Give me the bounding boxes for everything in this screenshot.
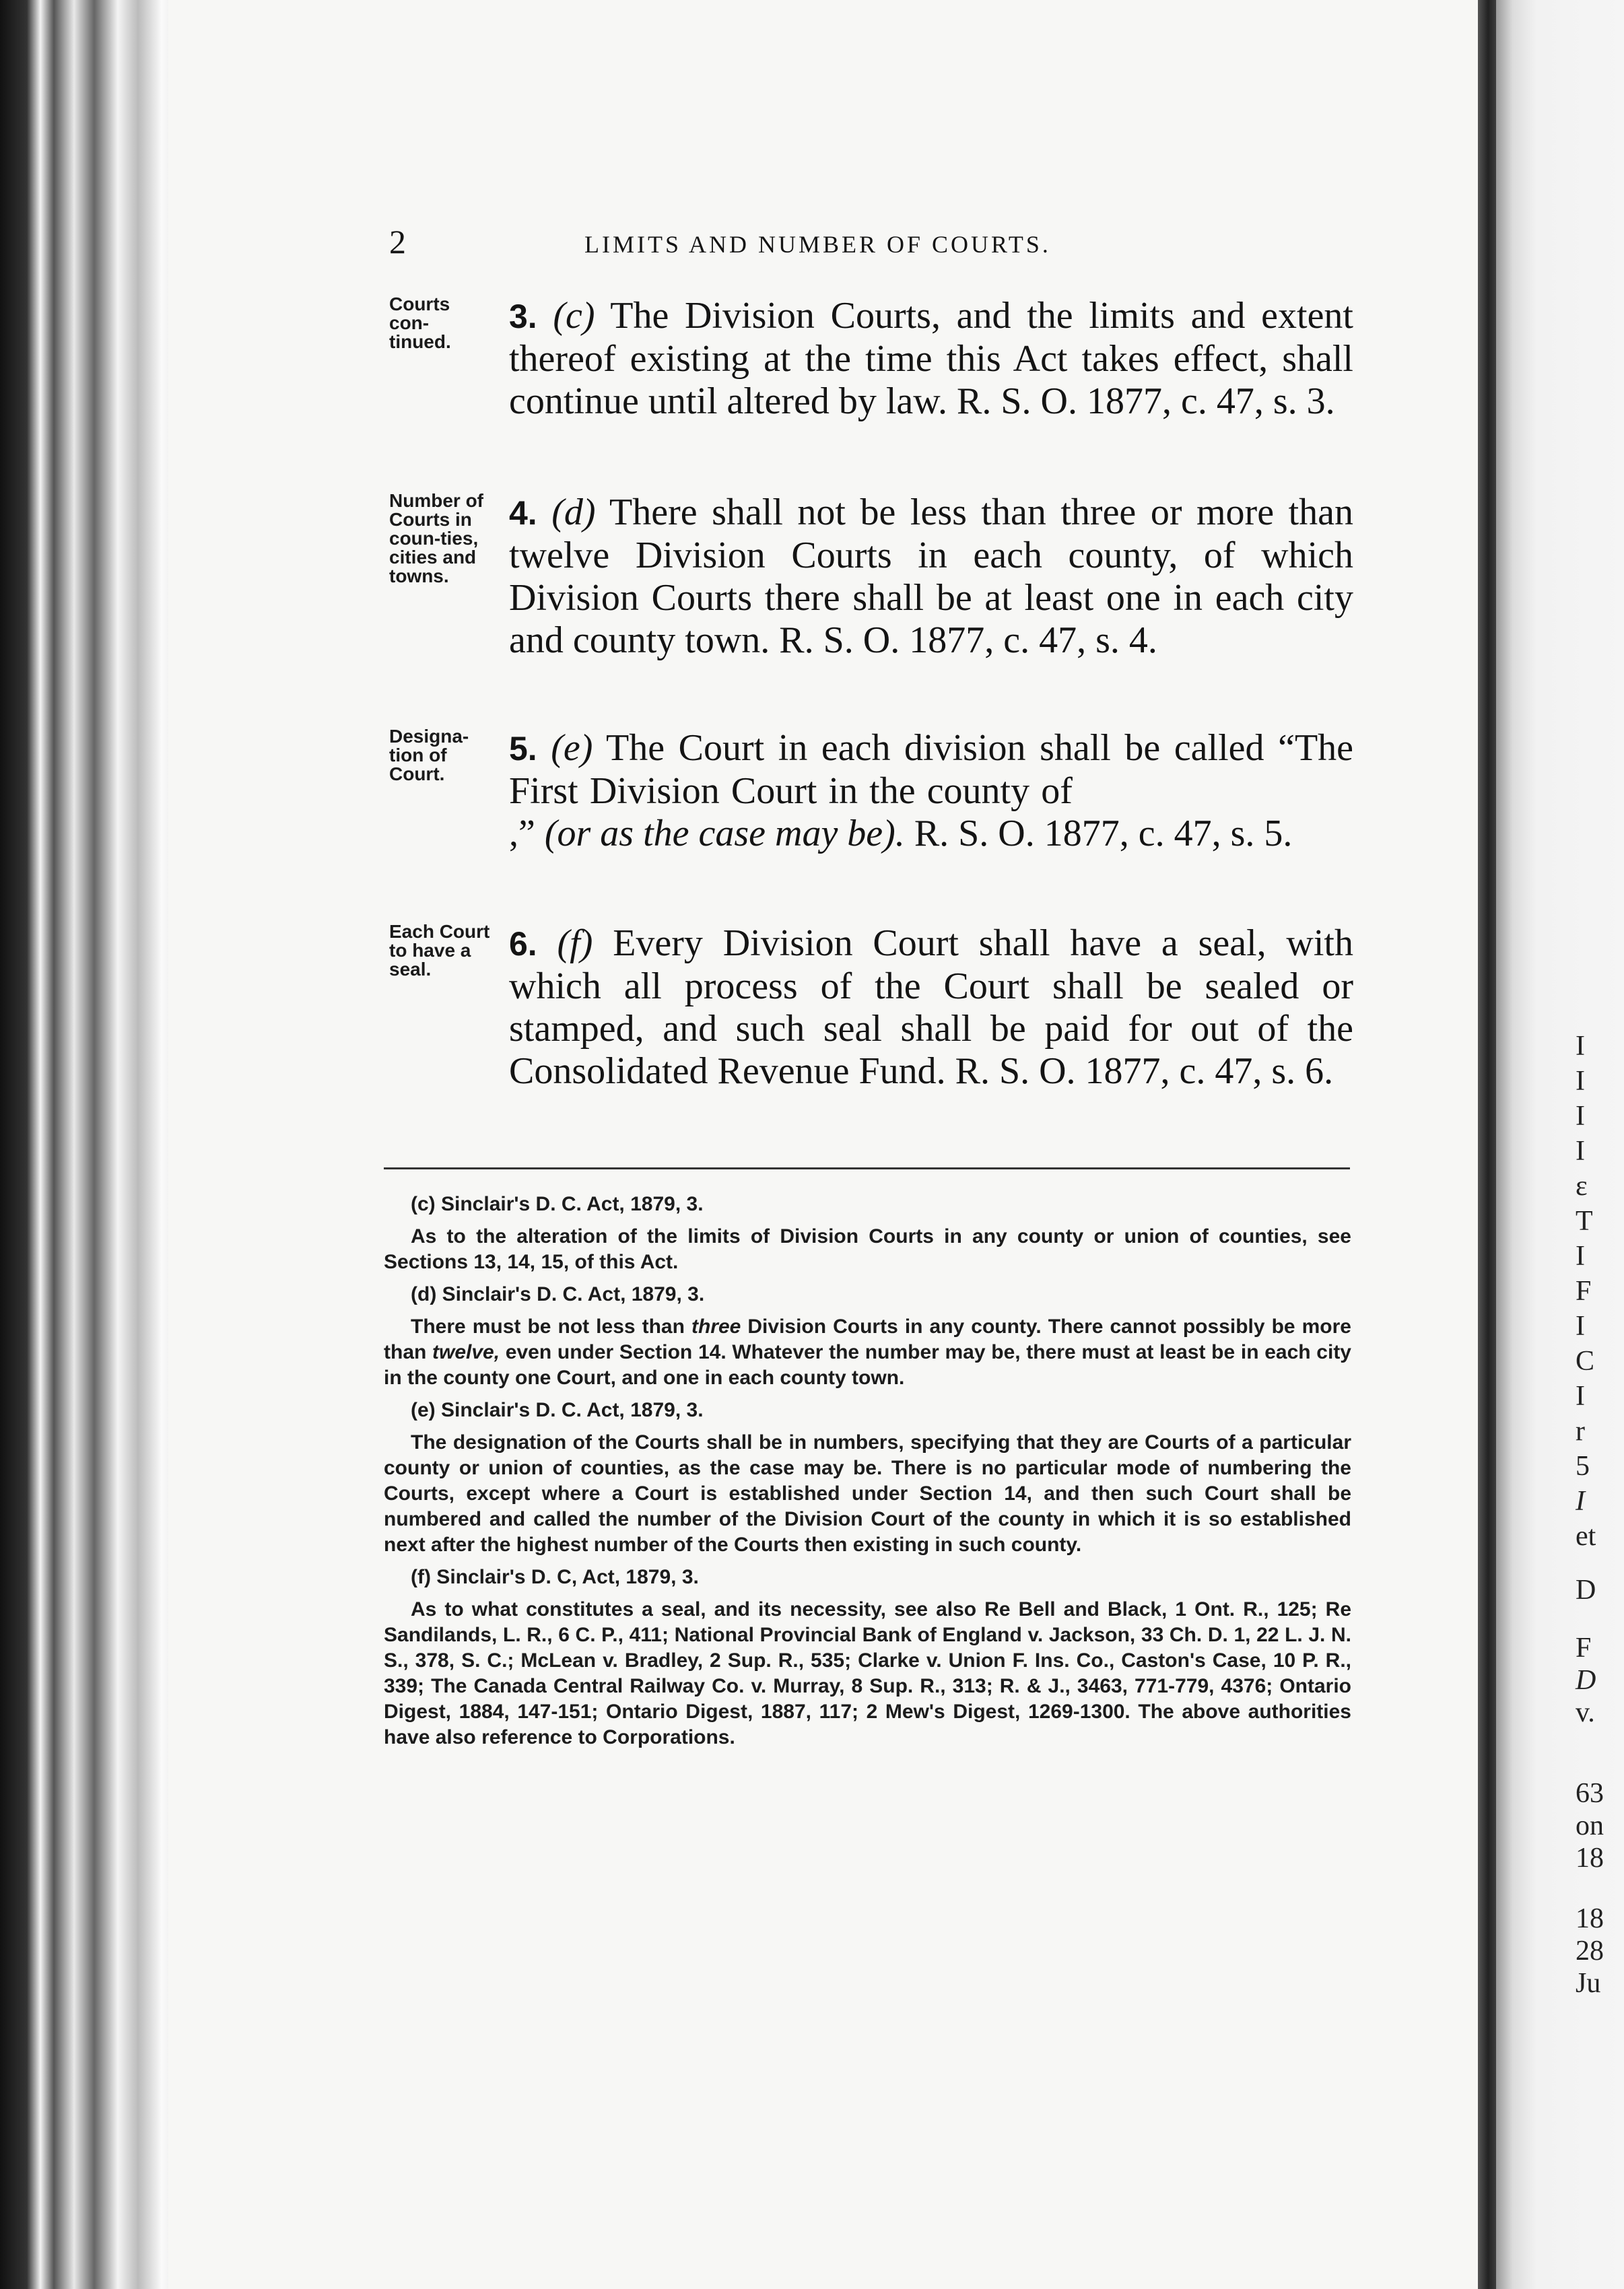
next-page-fragment: I bbox=[1576, 1066, 1585, 1097]
next-page-fragment: I bbox=[1576, 1311, 1585, 1342]
section-text bbox=[509, 491, 1353, 662]
next-page-fragment: v. bbox=[1576, 1697, 1595, 1728]
footnote-citation: (d) Sinclair's D. C. Act, 1879, 3. bbox=[411, 1283, 705, 1305]
next-page-fragment: 28 bbox=[1576, 1936, 1604, 1967]
section-text bbox=[509, 922, 1353, 1093]
footnotes bbox=[384, 1192, 1351, 1757]
next-page-fragment: C bbox=[1576, 1346, 1595, 1377]
footnote-citation: (c) Sinclair's D. C. Act, 1879, 3. bbox=[411, 1193, 704, 1215]
next-page-fragment: F bbox=[1576, 1276, 1592, 1307]
footnote-rule bbox=[384, 1167, 1350, 1169]
footnote-text-part: even under Section 14. Whatever the number may be, there must at least be in each city in the county one Court, and one in each county town. bbox=[384, 1341, 1351, 1389]
next-page-fragment: I bbox=[1576, 1136, 1585, 1167]
section-body: Every Division Court shall have a seal, with which all process of the Court shall be sealed or stamped, and such seal shall be paid for out of the Consolidated Revenue Fund. R. S. O. 1877, c. 47, s. 6. bbox=[509, 922, 1353, 1092]
next-page-fragment: I bbox=[1576, 1381, 1585, 1412]
next-page-fragment: D bbox=[1576, 1665, 1596, 1696]
next-page-fragment: r bbox=[1576, 1416, 1585, 1447]
next-page-fragment: F bbox=[1576, 1633, 1592, 1664]
section-body: ,” bbox=[509, 813, 535, 854]
next-page-fragment: on bbox=[1576, 1810, 1604, 1841]
next-page-fragment: 5 bbox=[1576, 1451, 1590, 1482]
footnote-ref: (f) bbox=[557, 922, 593, 964]
section-number: 3. bbox=[509, 298, 537, 335]
next-page-fragment: 18 bbox=[1576, 1843, 1604, 1874]
section-number: 5. bbox=[509, 730, 537, 767]
page-edge bbox=[1478, 0, 1498, 2289]
section-body: There shall not be less than three or more than twelve Division Courts in each county, of which Division Courts there shall be at least one in each city and county town. R. S. O. 1877, c. 47, s. 4. bbox=[509, 491, 1353, 661]
footnote-text: As to the alteration of the limits of Division Courts in any county or union of counties, see Sections 13, 14, 15, of this Act. bbox=[384, 1225, 1351, 1273]
running-title: LIMITS AND NUMBER OF COURTS. bbox=[584, 231, 1051, 258]
footnote-emphasis: three bbox=[691, 1316, 741, 1338]
next-page-fragment: 18 bbox=[1576, 1903, 1604, 1934]
section-text bbox=[509, 295, 1353, 423]
next-page-fragment: I bbox=[1576, 1031, 1585, 1062]
next-page-fragment: et bbox=[1576, 1521, 1596, 1552]
next-page-fragment: D bbox=[1576, 1575, 1596, 1606]
page-number: 2 bbox=[389, 223, 406, 261]
footnote-ref: (d) bbox=[551, 491, 596, 533]
margin-note: Each Court to have a seal. bbox=[389, 921, 490, 980]
section-text bbox=[509, 727, 1353, 855]
footnote-citation: (f) Sinclair's D. C, Act, 1879, 3. bbox=[411, 1566, 699, 1588]
next-page-fragment: I bbox=[1576, 1241, 1585, 1272]
section-number: 6. bbox=[509, 925, 537, 963]
footnote-citation: (e) Sinclair's D. C. Act, 1879, 3. bbox=[411, 1399, 704, 1421]
section-body: The Court in each division shall be called “The First Division Court in the county of bbox=[509, 727, 1353, 812]
section-body: R. S. O. 1877, c. 47, s. 5. bbox=[914, 813, 1293, 854]
margin-note: Number of Courts in coun-ties, cities and towns. bbox=[389, 490, 483, 586]
section-body-italic: (or as the case may be). bbox=[544, 813, 905, 854]
section-number: 4. bbox=[509, 494, 537, 532]
margin-note: Courts con-tinued. bbox=[389, 294, 451, 352]
footnote-text-part: Division Courts in any county. There cannot possibly be more than bbox=[384, 1316, 1351, 1363]
next-page-fragment: Ju bbox=[1576, 1968, 1601, 1999]
footnote-text-part: There must be not less than bbox=[411, 1316, 685, 1338]
footnote-text: The designation of the Courts shall be in numbers, specifying that they are Courts of a particular county or union of counties, as the case may be. There is no particular mode of numbering the Courts, except where a Court is established under Section 14, and then such Court shall be numbered and called the number of the Division Court of the county in which it is so established next after the highest number of the Courts then existing in such county. bbox=[384, 1431, 1351, 1556]
footnote-text bbox=[384, 1314, 1351, 1391]
section-body: The Division Courts, and the limits and extent thereof existing at the time this Act takes effect, shall continue until altered by law. R. S. O. 1877, c. 47, s. 3. bbox=[509, 295, 1353, 422]
book-spine bbox=[0, 0, 182, 2289]
footnote-ref: (c) bbox=[553, 295, 595, 337]
footnote-text: As to what constitutes a seal, and its necessity, see also Re Bell and Black, 1 Ont. R., 125; Re Sandilands, L. R., 6 C. P., 411; National Provincial Bank of England v. Jackson, 33 Ch. D. 1, 22 L. J. N. S., 378, S. C.; McLean v. Bradley, 2 Sup. R., 535; Clarke v. Union F. Ins. Co., Caston's Case, 10 P. R., 339; The Canada Central Railway Co. v. Murray, 8 Sup. R., 313; R. & J., 3463, 771-779, 4376; Ontario Digest, 1884, 147-151; Ontario Digest, 1887, 117; 2 Mew's Digest, 1269-1300. The above authorities have also reference to Corporations. bbox=[384, 1598, 1351, 1748]
next-page-edge bbox=[1496, 0, 1624, 2289]
next-page-fragment: ε bbox=[1576, 1171, 1588, 1202]
next-page-fragment: T bbox=[1576, 1206, 1593, 1237]
margin-note: Designa-tion of Court. bbox=[389, 726, 469, 784]
next-page-fragment: I bbox=[1576, 1486, 1585, 1517]
next-page-fragment: I bbox=[1576, 1101, 1585, 1132]
next-page-fragment: 63 bbox=[1576, 1778, 1604, 1809]
footnote-ref: (e) bbox=[551, 727, 593, 769]
footnote-emphasis: twelve, bbox=[432, 1341, 500, 1363]
